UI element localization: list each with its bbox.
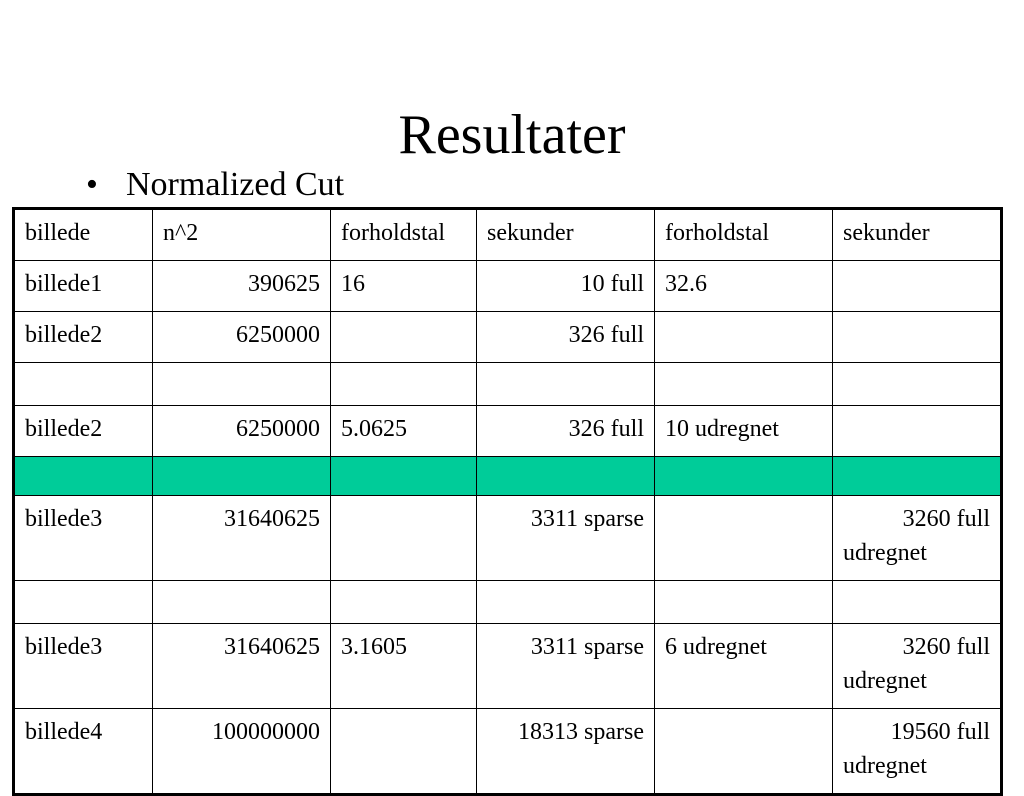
table-cell <box>331 581 477 624</box>
table-cell: billede2 <box>14 312 153 363</box>
table-cell: 32.6 <box>655 261 833 312</box>
table-cell <box>833 709 1002 795</box>
table-cell: 326 full <box>477 312 655 363</box>
table-cell <box>833 496 1002 581</box>
table-cell <box>833 363 1002 406</box>
table-cell: 10 udregnet <box>655 406 833 457</box>
table-cell: 31640625 <box>153 624 331 709</box>
table-cell <box>331 363 477 406</box>
table-row <box>14 261 1002 312</box>
cell-line: 3260 full <box>902 506 990 532</box>
table-cell: 18313 sparse <box>477 709 655 795</box>
table-cell: 10 full <box>477 261 655 312</box>
bullet-item <box>86 164 344 206</box>
table-cell <box>331 709 477 795</box>
bullet-dot-icon: • <box>86 166 98 203</box>
table-cell: 3311 sparse <box>477 496 655 581</box>
header-cell: billede <box>14 209 153 261</box>
table-cell <box>477 581 655 624</box>
table-cell: billede2 <box>14 406 153 457</box>
table-cell <box>153 457 331 496</box>
table-cell <box>331 496 477 581</box>
table-cell: 6250000 <box>153 406 331 457</box>
table-cell <box>833 312 1002 363</box>
table-cell <box>477 363 655 406</box>
table-cell <box>655 496 833 581</box>
table-row <box>14 709 1002 795</box>
table-cell <box>833 581 1002 624</box>
table-cell <box>14 457 153 496</box>
slide-title: Resultater <box>398 104 626 166</box>
table-row-empty <box>14 581 1002 624</box>
table-cell <box>655 581 833 624</box>
table-row-empty <box>14 363 1002 406</box>
table-cell <box>331 312 477 363</box>
table-cell: billede3 <box>14 496 153 581</box>
header-cell: sekunder <box>477 209 655 261</box>
table-cell <box>655 457 833 496</box>
table-cell: 3311 sparse <box>477 624 655 709</box>
table-row <box>14 496 1002 581</box>
table-cell: 390625 <box>153 261 331 312</box>
table-cell <box>655 709 833 795</box>
table-cell: 16 <box>331 261 477 312</box>
table-cell: 31640625 <box>153 496 331 581</box>
table-cell <box>477 457 655 496</box>
table-cell <box>153 581 331 624</box>
table-cell: 3.1605 <box>331 624 477 709</box>
table-cell <box>833 457 1002 496</box>
table-cell: billede4 <box>14 709 153 795</box>
table-cell <box>14 363 153 406</box>
cell-line: udregnet <box>843 540 927 566</box>
header-cell: n^2 <box>153 209 331 261</box>
table-cell: 100000000 <box>153 709 331 795</box>
table-cell: billede1 <box>14 261 153 312</box>
table-cell: 5.0625 <box>331 406 477 457</box>
table-cell: 6 udregnet <box>655 624 833 709</box>
header-cell: forholdstal <box>655 209 833 261</box>
table-cell <box>153 363 331 406</box>
results-table <box>12 207 1003 796</box>
cell-line: 19560 full <box>890 719 990 745</box>
table-row <box>14 406 1002 457</box>
header-cell: sekunder <box>833 209 1002 261</box>
table-cell <box>833 261 1002 312</box>
header-cell: forholdstal <box>331 209 477 261</box>
table-cell <box>14 581 153 624</box>
table-cell <box>655 312 833 363</box>
cell-line: udregnet <box>843 668 927 694</box>
table-cell <box>331 457 477 496</box>
table-cell <box>833 406 1002 457</box>
table-cell: 326 full <box>477 406 655 457</box>
table-cell: 6250000 <box>153 312 331 363</box>
table-row <box>14 312 1002 363</box>
table-row <box>14 624 1002 709</box>
cell-line: 3260 full <box>902 634 990 660</box>
table-cell: billede3 <box>14 624 153 709</box>
bullet-text: Normalized Cut <box>126 166 345 203</box>
table-row-highlight <box>14 457 1002 496</box>
table-header-row <box>14 209 1002 261</box>
table-cell <box>655 363 833 406</box>
cell-line: udregnet <box>843 753 927 779</box>
table-cell <box>833 624 1002 709</box>
